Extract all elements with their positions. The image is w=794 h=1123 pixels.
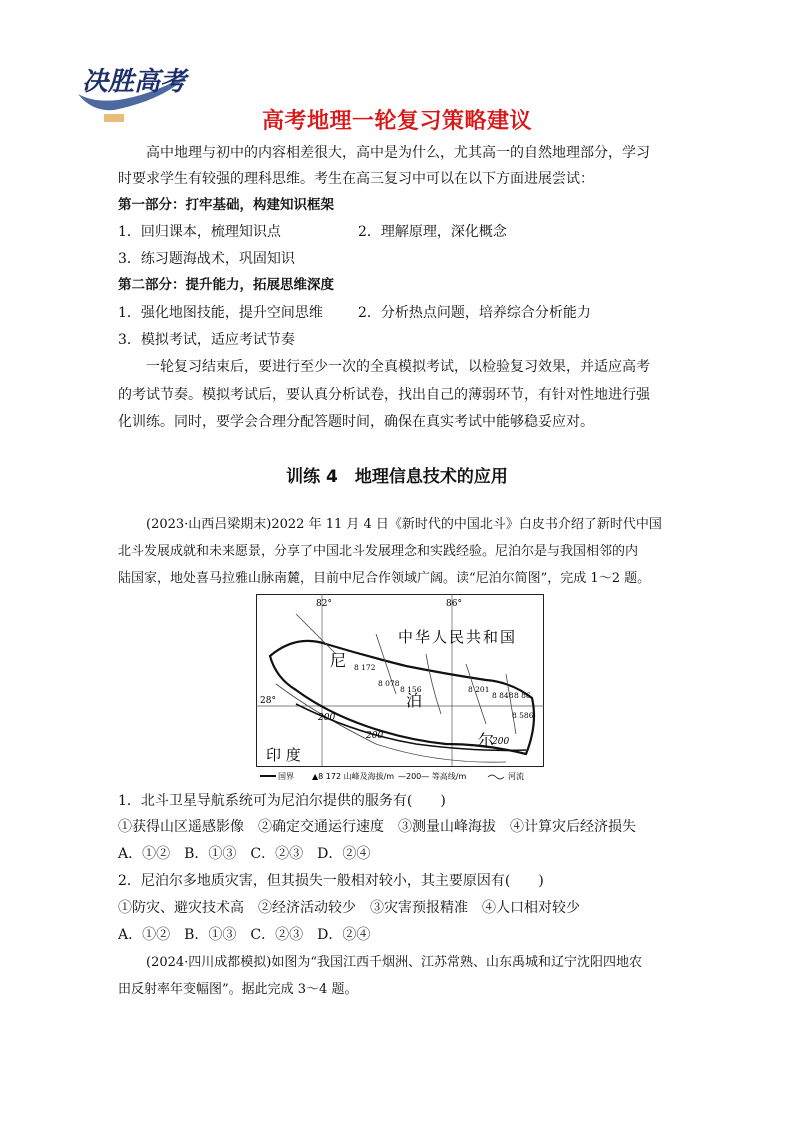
legend-contour: —200— 等高线/m (398, 772, 467, 781)
part1-heading: 第一部分：打牢基础，构建知识框架 (118, 197, 334, 213)
part2-item-2: 2．分析热点问题，培养综合分析能力 (358, 305, 591, 321)
intro-line-1: 高中地理与初中的内容相差很大，高中是为什么，尤其高一的自然地理部分，学习 (146, 145, 650, 161)
closing-line-1: 一轮复习结束后，要进行至少一次的全真模拟考试，以检验复习效果，并适应高考 (146, 359, 650, 375)
q2-options: ①防灾、避灾技术高 ②经济活动较少 ③灾害预报精准 ④人口相对较少 (118, 900, 580, 916)
logo-text: 决胜高考 (82, 67, 187, 97)
closing-line-2: 的考试节奏。模拟考试后，要认真分析试卷，找出自己的薄弱环节，有针对性地进行强 (118, 387, 650, 403)
peak-label: 8 172 (354, 663, 376, 672)
contour-label-1: 200 (318, 713, 336, 723)
part2-item-1: 1．强化地图技能，提升空间思维 (118, 305, 323, 321)
part1-item-3: 3．练习题海战术，巩固知识 (118, 251, 295, 267)
lon-label-86: 86° (446, 599, 462, 609)
peak-label: 8 201 (468, 685, 490, 694)
peak-label: 8 078 (378, 679, 400, 688)
part1-item-2: 2．理解原理，深化概念 (358, 224, 507, 240)
passage1-line-1: (2023·山西吕梁期末)2022 年 11 月 4 日《新时代的中国北斗》白皮书介绍了新时代中国 (146, 517, 662, 532)
legend-river: 河流 (508, 772, 524, 781)
closing-line-3: 化训练。同时，要学会合理分配答题时间，确保在真实考试中能够稳妥应对。 (118, 414, 594, 430)
passage2-line-1: (2024·四川成都模拟)如图为“我国江西千烟洲、江苏常熟、山东禹城和辽宁沈阳四地农 (146, 955, 643, 970)
page-title: 高考地理一轮复习策略建议 (261, 109, 532, 134)
legend-border: 国界 (278, 772, 294, 781)
part1-item-1: 1．回归课本，梳理知识点 (118, 224, 281, 240)
q1-options: ①获得山区遥感影像 ②确定交通运行速度 ③测量山峰海拔 ④计算灾后经济损失 (118, 819, 636, 835)
intro-line-2: 时要求学生有较强的理科思维。考生在高三复习中可以在以下方面进展尝试： (118, 171, 594, 187)
part2-row-1 (118, 300, 678, 326)
nepal-map (256, 594, 544, 784)
nepal-char-2: 泊 (406, 691, 423, 710)
passage1-line-3: 陆国家，地处喜马拉雅山脉南麓，目前中尼合作领域广阔。读“尼泊尔简图”，完成 1～2 题。 (118, 571, 651, 586)
peak-label: 8 86 (514, 691, 531, 700)
contour-label-2: 200 (366, 731, 384, 741)
passage1-line-2: 北斗发展成就和未来愿景，分享了中国北斗发展理念和实践经验。尼泊尔是与我国相邻的内 (118, 544, 639, 559)
q1-choices: A．①② B．①③ C．②③ D．②④ (118, 846, 371, 862)
legend-river-swatch (488, 775, 504, 779)
map-legend (260, 771, 524, 781)
peak-label: 8 586 (512, 711, 534, 720)
lat-label-28: 28° (260, 696, 276, 706)
nepal-char-3: 尔 (478, 731, 495, 750)
q2-choices: A．①② B．①③ C．②③ D．②④ (118, 927, 371, 943)
q2-stem: 2．尼泊尔多地质灾害，但其损失一般相对较小，其主要原因有( ) (118, 873, 544, 889)
passage2-line-2: 田反射率年变幅图”。据此完成 3～4 题。 (118, 982, 358, 997)
part2-heading: 第二部分：提升能力，拓展思维深度 (118, 277, 334, 293)
legend-peak: ▲8 172 山峰及海拔/m (312, 772, 395, 781)
peak-label: 8 848 (492, 691, 514, 700)
nepal-char-1: 尼 (330, 651, 347, 670)
peak-label: 8 156 (400, 685, 422, 694)
q1-stem: 1．北斗卫星导航系统可为尼泊尔提供的服务有( ) (118, 793, 446, 809)
lon-label-82: 82° (316, 599, 332, 609)
section-title: 训练 4 地理信息技术的应用 (286, 467, 508, 487)
china-label: 中华人民共和国 (398, 628, 518, 646)
part2-item-3: 3．模拟考试，适应考试节奏 (118, 332, 295, 348)
part1-row-1 (118, 219, 678, 245)
contour-label-3: 200 (492, 737, 510, 747)
india-label: 印 度 (266, 746, 301, 764)
